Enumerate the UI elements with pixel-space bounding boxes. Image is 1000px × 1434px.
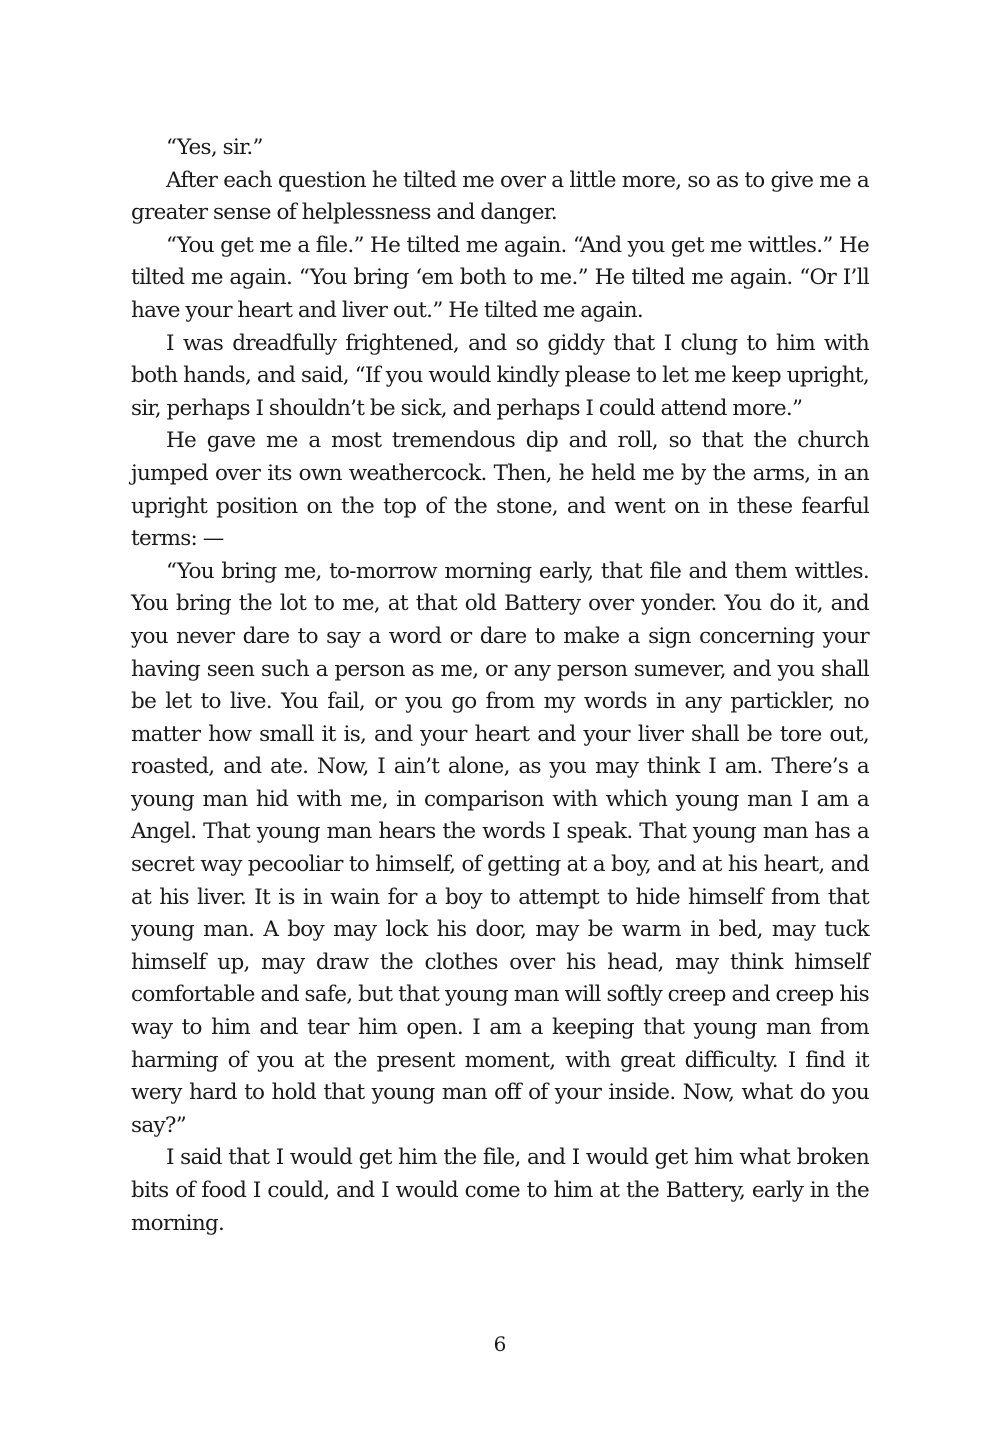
body-text xyxy=(131,132,869,1240)
paragraph-7: I said that I would get him the file, and I would get him what broken bits of food I could, and I would come to him at the Battery, early in the morning. xyxy=(131,1145,869,1236)
paragraph-3: “You get me a file.” He tilted me again. “And you get me wittles.” He tilted me again. “You bring ‘em both to me.” He tilted me again. “Or I’ll have your heart and liver out.” He tilted me again. xyxy=(131,232,869,323)
page-number: 6 xyxy=(493,1332,507,1356)
paragraph-6: “You bring me, to-morrow morning early, that file and them wittles. You bring the lot to me, at that old Battery over yonder. You do it, and you never dare to say a word or dare to make a sign concerning your having seen such a person as me, or any person sumever, and you shall be let to live. You fail, or you go from my words in any partickler, no matter how small it is, and your heart and your liver shall be tore out, roasted, and ate. Now, I ain’t alone, as you may think I am. There’s a young man hid with me, in comparison with which young man I am a Angel. That young man hears the words I speak. That young man has a secret way pecooliar to himself, of getting at a boy, and at his heart, and at his liver. It is in wain for a boy to attempt to hide himself from that young man. A boy may lock his door, may be warm in bed, may tuck himself up, may draw the clothes over his head, may think himself comfortable and safe, but that young man will softly creep and creep his way to him and tear him open. I am a keeping that young man from harming of you at the present moment, with great difficulty. I find it wery hard to hold that young man off of your inside. Now, what do you say?” xyxy=(131,558,869,1138)
paragraph-1: “Yes, sir.” xyxy=(166,135,263,160)
paragraph-2: After each question he tilted me over a little more, so as to give me a greater sense of helplessness and danger. xyxy=(131,167,869,226)
paragraph-5: He gave me a most tremendous dip and roll, so that the church jumped over its own weathercock. Then, he held me by the arms, in an upright position on the top of the stone, and went on in these fearful terms: — xyxy=(131,428,869,552)
paragraph-4: I was dreadfully frightened, and so giddy that I clung to him with both hands, and said, “If you would kindly please to let me keep upright, sir, perhaps I shouldn’t be sick, and perhaps I could attend more.” xyxy=(131,330,869,421)
